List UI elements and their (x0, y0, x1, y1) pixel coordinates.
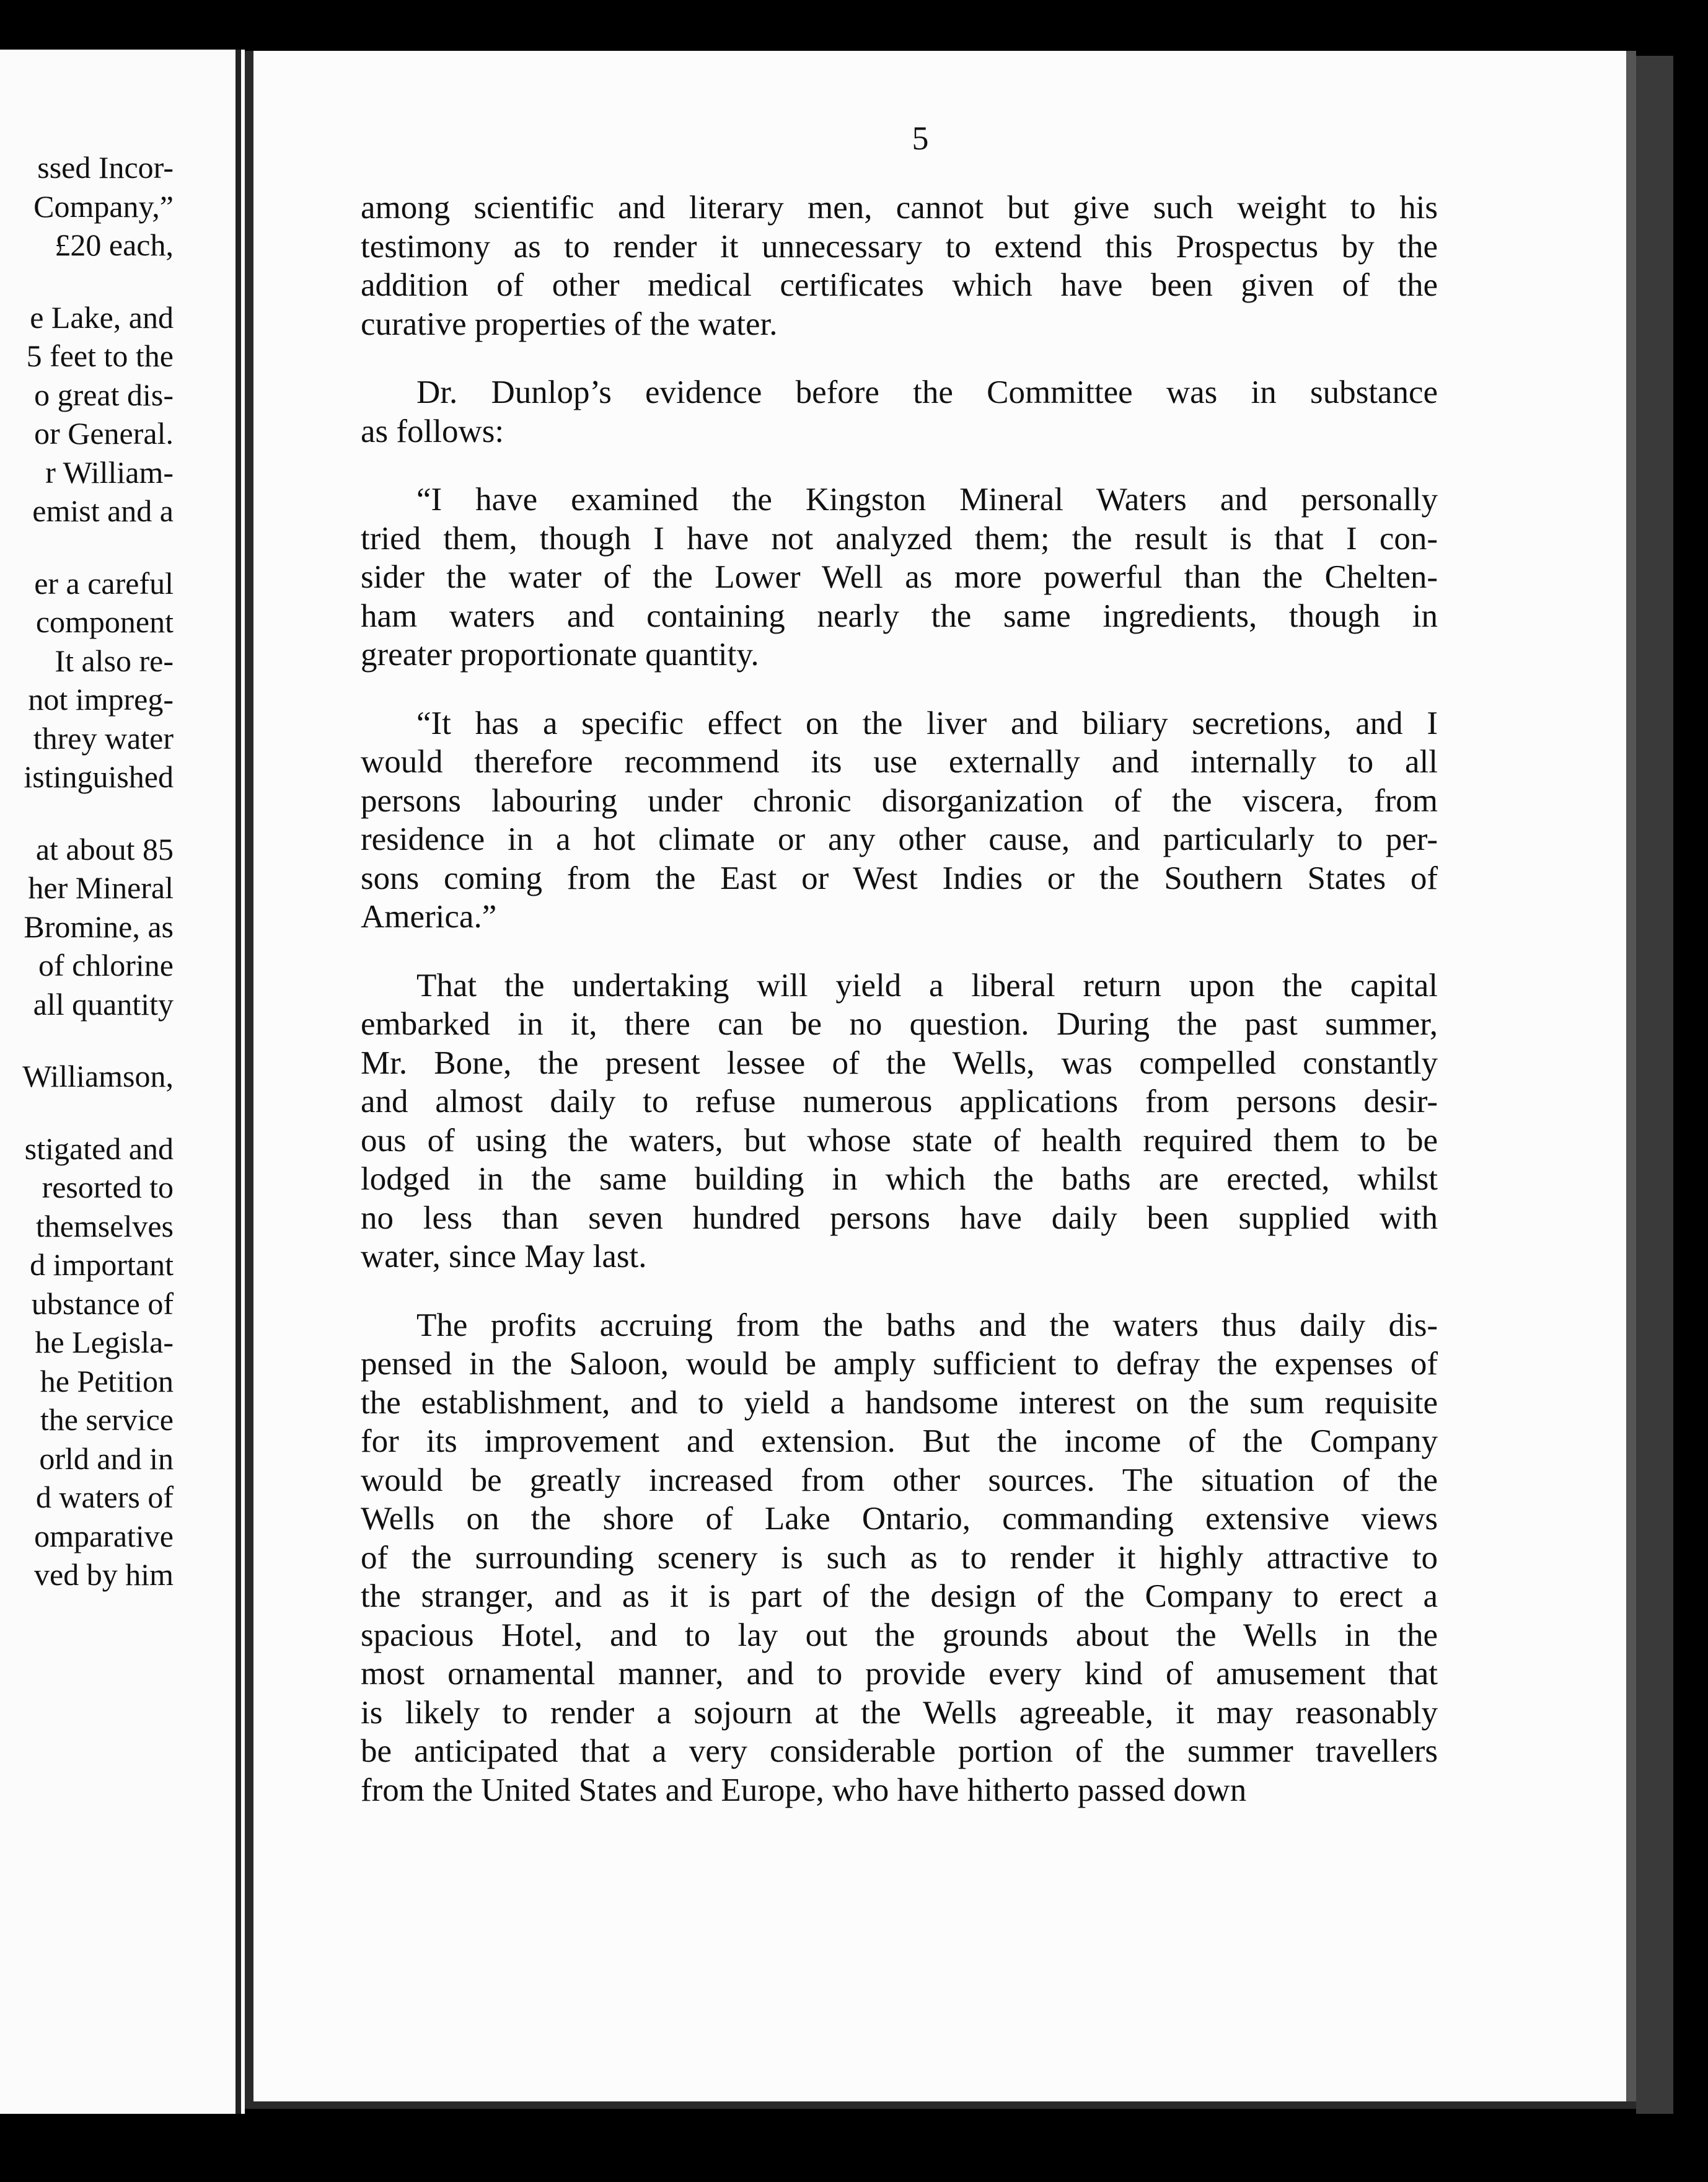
text-line: pensed in the Saloon, would be amply sufficient to defray the expenses of (361, 1346, 1438, 1382)
facing-page-line: omparative (34, 1518, 174, 1553)
text-line: Mr. Bone, the present lessee of the Wells, was compelled constantly (361, 1045, 1438, 1081)
text-line: America.” (361, 899, 497, 935)
scan-border-bottom (0, 2109, 1708, 2182)
page-bottom-edge (245, 2101, 1636, 2109)
text-line: The profits accruing from the baths and the waters thus daily dis- (416, 1307, 1438, 1343)
text-line: lodged in the same building in which the baths are erected, whilst (361, 1161, 1438, 1197)
text-line: and almost daily to refuse numerous applications from persons desir- (361, 1084, 1438, 1120)
paragraph (361, 1306, 1438, 1810)
text-line: no less than seven hundred persons have daily been supplied with (361, 1199, 1438, 1236)
page-inner-edge (245, 51, 253, 2109)
text-line: tried them, though I have not analyzed them; the result is that I con- (361, 520, 1438, 557)
text-line: “I have examined the Kingston Mineral Waters and personally (416, 482, 1438, 518)
facing-page-line: d important (30, 1247, 174, 1282)
text-line: ous of using the waters, but whose state of health required them to be (361, 1122, 1438, 1159)
paragraph (361, 966, 1438, 1276)
facing-page-line: resorted to (42, 1170, 174, 1204)
body-text (361, 188, 1438, 1839)
facing-page-line: emist and a (32, 493, 174, 528)
facing-page-line: er a careful (34, 565, 174, 601)
text-line: greater proportionate quantity. (361, 637, 759, 673)
text-line: most ornamental manner, and to provide every kind of amusement that (361, 1656, 1438, 1692)
facing-page-line: Bromine, as (24, 909, 174, 944)
facing-page-line: r William- (45, 454, 174, 490)
gutter-line (236, 50, 241, 2114)
facing-page-line: threy water (33, 720, 174, 756)
text-line: water, since May last. (361, 1239, 647, 1274)
text-line: persons labouring under chronic disorganization of the viscera, from (361, 782, 1438, 819)
facing-page-line: at about 85 (35, 831, 174, 867)
text-line: addition of other medical certificates which have been given of the (361, 267, 1438, 303)
facing-page-line: It also re- (55, 643, 174, 678)
facing-page-line: all quantity (33, 986, 174, 1022)
facing-page-line: themselves (35, 1208, 174, 1243)
paragraph (361, 704, 1438, 937)
paragraph (361, 480, 1438, 674)
text-line: is likely to render a sojourn at the Wells agreeable, it may reasonably (361, 1694, 1438, 1731)
scan-border-top (0, 0, 1708, 51)
text-line: That the undertaking will yield a liberal return upon the capital (416, 967, 1438, 1004)
facing-page-line: of chlorine (38, 948, 174, 983)
main-page (245, 51, 1636, 2109)
facing-page-line: ubstance of (31, 1286, 174, 1321)
text-line: would therefore recommend its use externally and internally to all (361, 744, 1438, 780)
text-line: curative properties of the water. (361, 306, 778, 342)
page-number: 5 (912, 120, 929, 157)
text-line: the stranger, and as it is part of the design of the Company to erect a (361, 1578, 1438, 1614)
book-edge-right (1636, 56, 1673, 2114)
facing-page-left (0, 50, 245, 2114)
facing-page-line: or General. (34, 416, 174, 451)
facing-page-line: Company,” (33, 188, 174, 224)
facing-page-line: Williamson, (22, 1059, 174, 1093)
facing-page-line: he Legisla- (35, 1325, 174, 1359)
facing-page-line: the service (40, 1402, 174, 1437)
facing-page-line: stigated and (24, 1131, 174, 1166)
text-line: for its improvement and extension. But the income of the Company (361, 1423, 1438, 1459)
facing-page-line: 5 feet to the (26, 338, 174, 373)
facing-page-line: d waters of (35, 1480, 174, 1514)
text-line: of the surrounding scenery is such as to render it highly attractive to (361, 1539, 1438, 1576)
facing-page-line: ssed Incor- (37, 150, 174, 185)
paragraph (361, 188, 1438, 343)
text-line: embarked in it, there can be no question. During the past summer, (361, 1006, 1438, 1042)
text-line: “It has a specific effect on the liver and biliary secretions, and I (416, 705, 1438, 741)
facing-page-line: her Mineral (28, 870, 174, 905)
facing-page-line: istinguished (24, 759, 174, 794)
text-line: Wells on the shore of Lake Ontario, commanding extensive views (361, 1501, 1438, 1537)
text-line: would be greatly increased from other sources. The situation of the (361, 1462, 1438, 1498)
text-line: residence in a hot climate or any other cause, and particularly to per- (361, 821, 1438, 857)
text-line: among scientific and literary men, cannot but give such weight to his (361, 190, 1438, 226)
facing-page-line: orld and in (39, 1441, 174, 1476)
facing-page-line: component (35, 604, 174, 639)
facing-page-line: £20 each, (55, 227, 174, 262)
facing-page-line: o great dis- (34, 377, 174, 412)
facing-page-line: not impreg- (28, 682, 174, 717)
page-outer-edge (1626, 51, 1636, 2109)
text-line: from the United States and Europe, who have hitherto passed down (361, 1772, 1247, 1808)
facing-page-line: he Petition (40, 1363, 174, 1398)
text-line: the establishment, and to yield a handsome interest on the sum requisite (361, 1384, 1438, 1421)
facing-page-line: e Lake, and (30, 299, 174, 335)
text-line: testimony as to render it unnecessary to extend this Prospectus by the (361, 228, 1438, 265)
text-line: sider the water of the Lower Well as more powerful than the Chelten- (361, 559, 1438, 595)
text-line: ham waters and containing nearly the same ingredients, though in (361, 598, 1438, 634)
text-line: spacious Hotel, and to lay out the grounds about the Wells in the (361, 1617, 1438, 1653)
text-line: sons coming from the East or West Indies or the Southern States of (361, 860, 1438, 896)
text-line: be anticipated that a very considerable portion of the summer travellers (361, 1733, 1438, 1769)
text-line: as follows: (361, 413, 504, 449)
text-line: Dr. Dunlop’s evidence before the Committee was in substance (416, 374, 1438, 410)
paragraph (361, 373, 1438, 451)
facing-page-line: ved by him (34, 1557, 174, 1592)
